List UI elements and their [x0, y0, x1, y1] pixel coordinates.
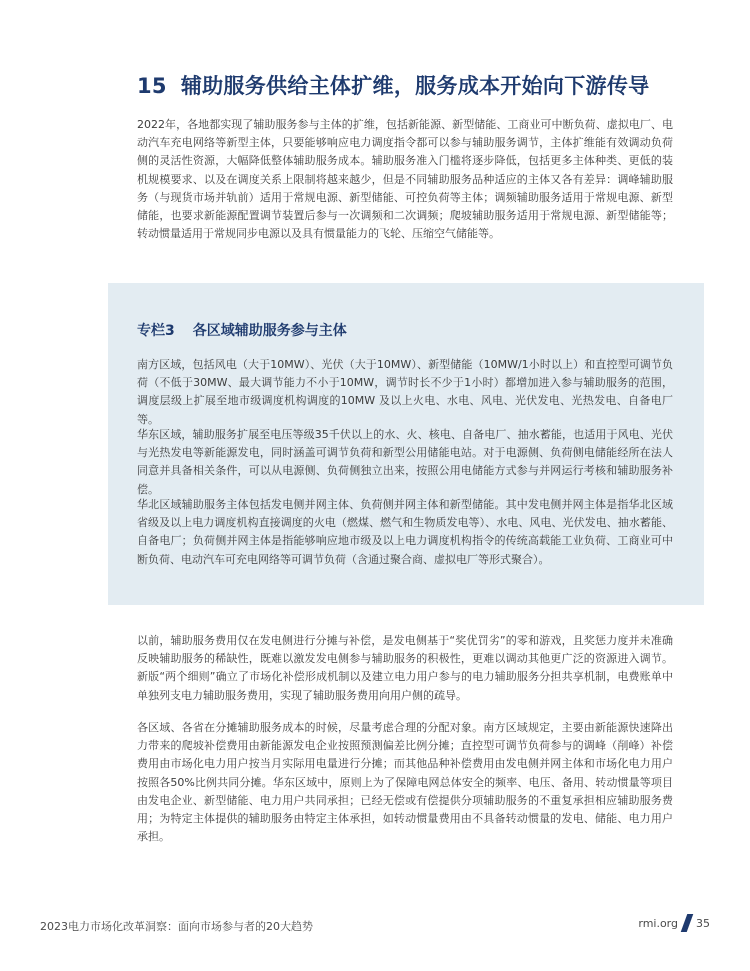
footer-site-link[interactable]: rmi.org [638, 916, 678, 930]
footer-right [638, 914, 710, 932]
section-title-text: 辅助服务供给主体扩维，服务成本开始向下游传导 [180, 74, 650, 98]
box-title-text: 各区域辅助服务参与主体 [192, 323, 347, 339]
section-number: 15 [137, 74, 167, 98]
box-paragraph-north: 华北区域辅助服务主体包括发电侧并网主体、负荷侧并网主体和新型储能。其中发电侧并网主体是指华北区域省级及以上电力调度机构直接调度的火电（燃煤、燃气和生物质发电等）、水电、风电、光伏发电、抽水蓄能、自备电厂；负荷侧并网主体是指能够响应地市级及以上电力调度机构指令的传统高载能工业负荷、工商业可中断负荷、电动汽车可充电网络等可调节负荷（含通过聚合商、虚拟电厂等形式聚合）。 [137, 498, 673, 566]
intro-paragraph: 2022年，各地都实现了辅助服务参与主体的扩维，包括新能源、新型储能、工商业可中断负荷、虚拟电厂、电动汽车充电网络等新型主体，只要能够响应电力调度指令都可以参与辅助服务调节，主体扩维能有效调动负荷侧的灵活性资源，大幅降低整体辅助服务成本。辅助服务准入门槛将逐步降低，包括更多主体种类、更低的装机规模要求、以及在调度关系上限制将越来越少，但是不同辅助服务品种适应的主体又各有差异：调峰辅助服务（与现货市场并轨前）适用于常规电源、新型储能、可控负荷等主体；调频辅助服务适用于常规电源、新型储能，也要求新能源配置调节装置后参与一次调频和二次调频；爬坡辅助服务适用于常规电源、新型储能等；转动惯量适用于常规同步电源以及具有惯量能力的飞轮、压缩空气储能等。 [137, 118, 673, 241]
box-paragraph-east: 华东区域，辅助服务扩展至电压等级35千伏以上的水、火、核电、自备电厂、抽水蓄能，也适用于风电、光伏与光热发电等新能源发电，同时涵盖可调节负荷和新型公用储能电站。对于电源侧、负荷侧电储能经所在法人同意并具备相关条件，可以从电源侧、负荷侧独立出来，按照公用电储能方式参与并网运行考核和辅助服务补偿。 [137, 428, 673, 496]
box-label: 专栏3 [137, 323, 175, 339]
body-paragraph-2: 各区域、各省在分摊辅助服务成本的时候，尽量考虑合理的分配对象。南方区域规定，主要由新能源快速降出力带来的爬坡补偿费用由新能源发电企业按照预测偏差比例分摊；直控型可调节负荷参与的调峰（削峰）补偿费用由市场化电力用户按当月实际用电量进行分摊；而其他品种补偿费用由发电侧并网主体和市场化电力用户按照各50%比例共同分摊。华东区域中，原则上为了保障电网总体安全的频率、电压、备用、转动惯量等项目由发电企业、新型储能、电力用户共同承担；已经无偿或有偿提供分项辅助服务的不重复承担相应辅助服务费用；为特定主体提供的辅助服务由特定主体承担，如转动惯量费用由不具备转动惯量的发电、储能、电力用户承担。 [137, 721, 673, 844]
box-title [137, 320, 347, 340]
box-paragraph-south: 南方区域，包括风电（大于10MW）、光伏（大于10MW）、新型储能（10MW/1小时以上）和直控型可调节负荷（不低于30MW、最大调节能力不小于10MW，调节时长不少于1小时）都增加进入参与辅助服务的范围，调度层级上扩展至地市级调度机构调度的10MW 及以上火电、水电、风电、光伏发电、光热发电、自备电厂等。 [137, 358, 673, 426]
section-title [137, 70, 697, 100]
footer-report-title: 2023电力市场化改革洞察：面向市场参与者的20大趋势 [40, 920, 313, 933]
slash-icon [681, 914, 694, 932]
page-number: 35 [696, 916, 710, 930]
body-paragraph-1: 以前，辅助服务费用仅在发电侧进行分摊与补偿，是发电侧基于“奖优罚劣”的零和游戏，且奖惩力度并未准确反映辅助服务的稀缺性，既难以激发发电侧参与辅助服务的积极性，更难以调动其他更广泛的资源进入调节。新版“两个细则”确立了市场化补偿形成机制以及建立电力用户参与的电力辅助服务分担共享机制，电费账单中单独列支电力辅助服务费用，实现了辅助服务费用向用户侧的疏导。 [137, 634, 673, 702]
